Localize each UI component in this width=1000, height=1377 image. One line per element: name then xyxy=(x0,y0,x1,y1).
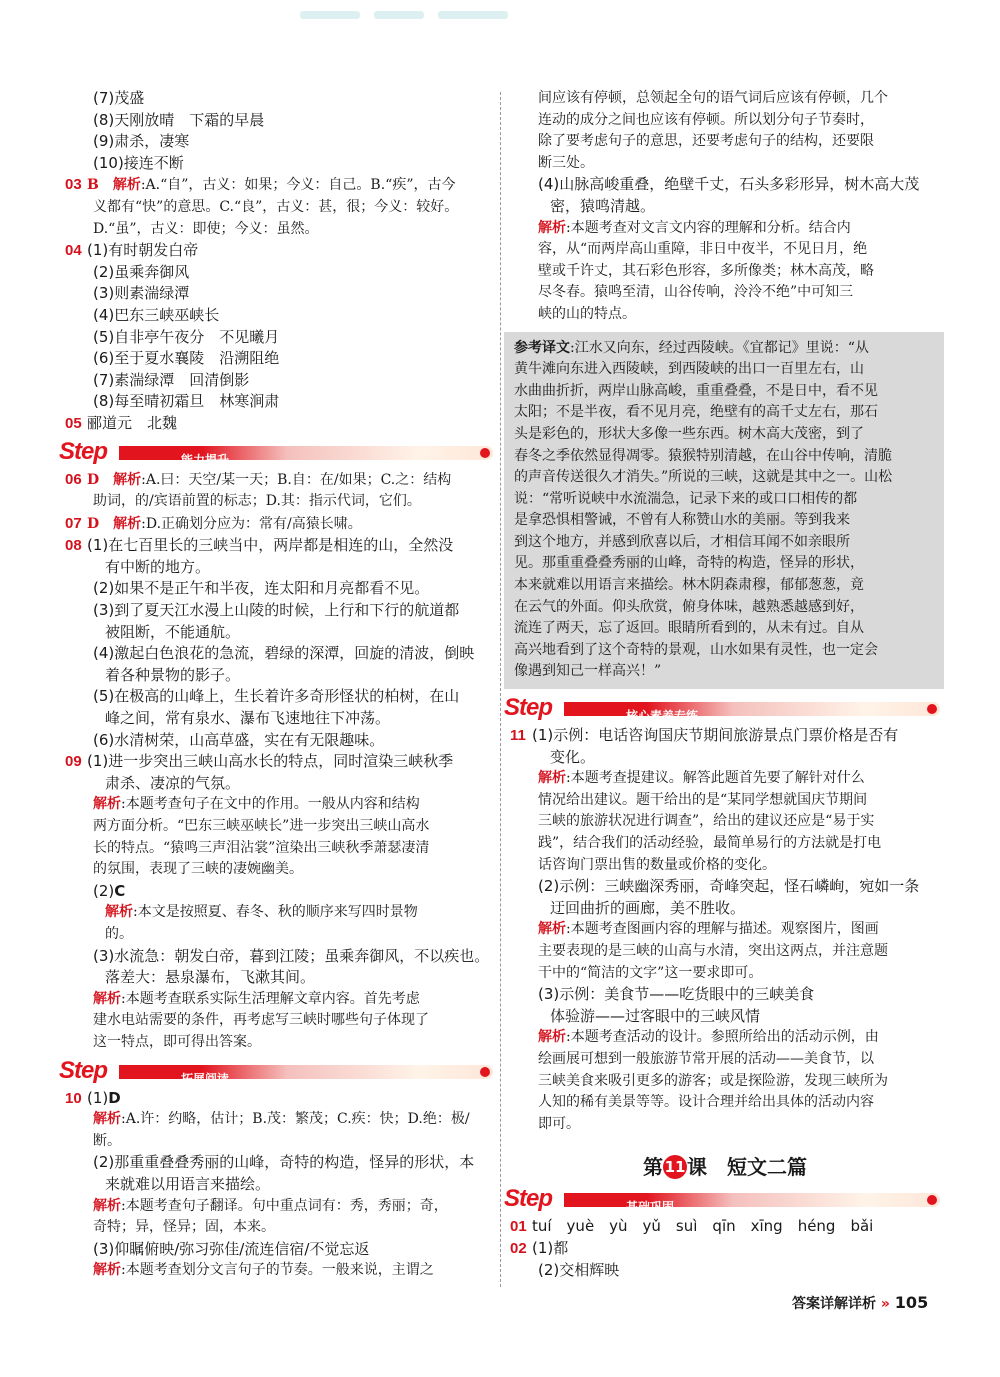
analysis-text: 间应该有停顿，总领起全句的语气词后应该有停顿，几个 xyxy=(538,90,888,106)
answer-line: (4)巴东三峡巫峡长 xyxy=(93,305,220,324)
q08-row xyxy=(65,535,493,557)
answer-line: (10)接连不断 xyxy=(93,153,184,172)
analysis-text: :本题考查活动的设计。参照所给出的活动示例，由 xyxy=(566,1029,879,1046)
answer-line: (6)水清树荣，山高草盛，实在有无限趣味。 xyxy=(93,730,385,749)
analysis-label: 解析 xyxy=(538,1029,566,1046)
lesson-number: 11 xyxy=(663,1155,687,1179)
question-number: 06 xyxy=(65,470,82,488)
step-bar xyxy=(119,1065,493,1086)
question-number: 03 xyxy=(65,176,82,194)
analysis-text: :本题考查划分文言句子的节奏。一般来说，主谓之 xyxy=(121,1262,434,1279)
q05-row xyxy=(65,413,493,435)
analysis-row xyxy=(65,902,493,924)
analysis-label: 解析 xyxy=(538,921,566,938)
analysis-text: 两方面分析。“巴东三峡巫峡长”进一步突出三峡山高水 xyxy=(93,818,430,834)
answer-line: (1)示例：电话咨询国庆节期间旅游景点门票价格是否有 xyxy=(532,726,899,745)
answer-line: (2)那重重叠叠秀丽的山峰，奇特的构造，怪异的形状，本 xyxy=(93,1153,475,1172)
step-title: 能力提升 xyxy=(181,452,230,467)
analysis-text: 这一特点，即可得出答案。 xyxy=(93,1033,261,1050)
analysis-text: 除了要考虑句子的意思，还要考虑句子的结构，还要限 xyxy=(538,133,874,150)
answer-line: (3)则素湍绿潭 xyxy=(93,284,190,303)
dot-icon xyxy=(480,1067,490,1077)
step-banner-ability xyxy=(59,439,493,465)
choice-answer: D xyxy=(87,515,100,532)
question-number: 02 xyxy=(510,1239,527,1257)
analysis-text: 长的特点。“猿鸣三声泪沾裳”渲染出三峡秋季萧瑟凄清 xyxy=(93,839,430,856)
analysis-text: D.“虽”，古义：即使；今义：虽然。 xyxy=(93,220,319,237)
q04-row xyxy=(65,240,493,262)
analysis-text: :D.正确划分应为：常有/高猿长啸。 xyxy=(141,515,362,532)
question-number: 11 xyxy=(510,727,526,745)
page-number: 105 xyxy=(894,1293,929,1312)
analysis-row xyxy=(510,218,940,240)
answer-line: (3)水流急：朝发白帝，暮到江陵；虽乘奔御风，不以疾也。 xyxy=(93,946,490,965)
translation-text: 太阳；不是半夜，看不见月亮，绝壁有的高千丈左右，那石 xyxy=(514,404,878,421)
lesson-title xyxy=(510,1151,940,1180)
answer-line: (2)交相辉映 xyxy=(538,1260,620,1279)
answer-line: 来就难以用语言来描绘。 xyxy=(105,1174,271,1193)
analysis-row xyxy=(510,1027,940,1049)
analysis-text: :A.曰：天空/某一天；B.自：在/如果；C.之：结构 xyxy=(141,471,452,488)
answer-line: (3)仰瞩俯映/弥习弥佳/流连信宿/不觉忘返 xyxy=(93,1239,370,1258)
answer-line: 被阻断，不能通航。 xyxy=(105,622,241,641)
translation-text: 春冬之季依然显得凋零。猿猴特别清越，在山谷中传响，清脆 xyxy=(514,447,892,464)
choice-answer: D xyxy=(108,1088,121,1107)
translation-panel xyxy=(504,332,944,690)
answer-line: (1)在七百里长的三峡当中，两岸都是相连的山，全然没 xyxy=(87,536,454,555)
analysis-label: 解析 xyxy=(93,1111,121,1128)
answer-line: (1)都 xyxy=(532,1238,569,1257)
translation-text: 头是彩色的，形状大多像一些东西。树木高大茂密，到了 xyxy=(514,425,864,442)
dot-icon xyxy=(927,704,937,714)
answer-line: (6)至于夏水襄陵 沿溯阻绝 xyxy=(93,349,280,368)
analysis-row xyxy=(65,1196,493,1218)
analysis-row xyxy=(65,1109,493,1131)
translation-text: 是拿恐惧相警诫，不曾有人称赞山水的美丽。等到我来 xyxy=(514,512,850,529)
analysis-text: 断。 xyxy=(93,1132,121,1149)
answer-line: (2)如果不是正午和半夜，连太阳和月亮都看不见。 xyxy=(93,579,430,598)
column-divider xyxy=(500,92,501,1287)
answer-line: 变化。 xyxy=(550,747,596,766)
translation-text: 流连了两天，忘了返回。眼睛所看到的，从未有过。自从 xyxy=(514,620,864,637)
analysis-text: 连动的成分之间也应该有停顿。所以划分句子节奏时， xyxy=(538,111,874,128)
step-bar xyxy=(564,702,940,724)
analysis-label: 解析 xyxy=(93,1197,121,1214)
analysis-label: 解析 xyxy=(112,177,141,194)
answer-line: (1)有时朝发白帝 xyxy=(87,241,199,260)
analysis-text: :本题考查句子在文中的作用。一般从内容和结构 xyxy=(121,796,420,813)
answer-line: (3)示例：美食节——吃货眼中的三峡美食 xyxy=(538,985,815,1004)
answer-line: 着各种景物的影子。 xyxy=(105,665,241,684)
answer-line: (8)天刚放晴 下霜的早晨 xyxy=(93,110,265,129)
analysis-text: 的氛围，表现了三峡的凄婉幽美。 xyxy=(93,861,303,878)
q09-row xyxy=(65,751,493,773)
answer-line: (3)到了夏天江水漫上山陵的时候，上行和下行的航道都 xyxy=(93,601,460,620)
translation-text: 到这个地方，并感到欣喜以后，才相信耳闻不如亲眼所 xyxy=(514,533,850,550)
analysis-text: 话咨询门票出售的数量或价格的变化。 xyxy=(538,856,776,873)
question-number: 01 xyxy=(510,1218,527,1236)
analysis-text: 建水电站需要的条件，再考虑写三峡时哪些句子体现了 xyxy=(93,1012,429,1029)
analysis-text: 壁或千许丈，其石彩色形容，多所像类；林木高茂，略 xyxy=(538,262,874,279)
translation-text: 说：“常听说峡中水流湍急，记录下来的或口口相传的都 xyxy=(514,490,858,507)
question-number: 10 xyxy=(65,1089,82,1107)
answer-line xyxy=(65,881,493,903)
choice-answer: C xyxy=(114,881,126,900)
choice-answer: D xyxy=(87,471,100,488)
lesson-prefix: 第 xyxy=(643,1155,663,1180)
analysis-text: 情况给出建议。题干给出的是“某同学想就国庆节期间 xyxy=(538,791,868,808)
right-column xyxy=(504,88,940,1281)
analysis-text: :本题考查对文言文内容的理解和分析。结合内 xyxy=(566,219,851,236)
lesson-name: 课 短文二篇 xyxy=(687,1155,807,1180)
answer-line: (4)激起白色浪花的急流，碧绿的深潭，回旋的清波，倒映 xyxy=(93,644,475,663)
step-label: Step xyxy=(504,694,553,722)
left-column xyxy=(59,88,493,1282)
footer-label: 答案详解详析 xyxy=(792,1296,876,1312)
q03-row xyxy=(65,174,493,197)
analysis-label: 解析 xyxy=(113,515,142,532)
translation-text: 像遇到知己一样高兴！” xyxy=(514,663,662,680)
answer-line: 郦道元 北魏 xyxy=(87,413,178,432)
translation-text: 在云气的外面。仰头欣赏，俯身体味，越熟悉越感到好， xyxy=(514,598,864,615)
analysis-row xyxy=(65,989,493,1011)
translation-text: 高兴地看到了这个奇特的景观，山水如果有灵性，也一定会 xyxy=(514,641,878,658)
answer-line: 密，猿鸣清越。 xyxy=(550,196,656,215)
analysis-text: 三峡的旅游状况进行调查”，给出的建议还应是“易于实 xyxy=(538,813,875,830)
question-number: 07 xyxy=(65,514,82,532)
analysis-row xyxy=(510,768,940,790)
step-title: 核心素养专练 xyxy=(626,709,699,724)
q06-row xyxy=(65,469,493,492)
question-number: 09 xyxy=(65,753,82,771)
translation-text: 本来就难以用语言来描绘。林木阴森肃穆，郁郁葱葱，竟 xyxy=(514,577,864,594)
analysis-row xyxy=(510,919,940,941)
analysis-text: :A.“自”，古义：如果；今义：自己。B.“疾”，古今 xyxy=(140,177,456,194)
step-bar xyxy=(564,1193,940,1215)
analysis-text: 尽冬春。猿鸣至清，山谷传响，泠泠不绝”中可知三 xyxy=(538,284,854,301)
analysis-text: 践”，结合我们的活动经验，最简单易行的方法就是打电 xyxy=(538,835,882,851)
analysis-label: 解析 xyxy=(93,796,121,813)
answer-line: (7)茂盛 xyxy=(93,89,145,107)
step-title: 基础巩固 xyxy=(626,1200,675,1215)
choice-answer: B xyxy=(87,177,99,194)
answer-line: 迂回曲折的画廊，美不胜收。 xyxy=(550,898,746,917)
translation-row xyxy=(514,338,934,360)
analysis-text: 断三处。 xyxy=(538,154,594,171)
analysis-label: 解析 xyxy=(113,471,142,488)
analysis-label: 解析 xyxy=(93,990,121,1007)
step-label: Step xyxy=(504,1185,553,1213)
analysis-text: 助词，的/宾语前置的标志；D.其：指示代词，它们。 xyxy=(93,493,421,510)
translation-text: :江水又向东，经过西陵峡。《宜都记》里说：“从 xyxy=(570,339,869,356)
page-footer xyxy=(792,1293,928,1313)
analysis-text: :本题考查联系实际生活理解文章内容。首先考虑 xyxy=(121,990,420,1007)
answer-line: 体验游——过客眼中的三峡风情 xyxy=(550,1006,761,1025)
analysis-row xyxy=(65,794,493,816)
answer-line: (4)山脉高峻重叠，绝壁千丈，石头多彩形异，树木高大茂 xyxy=(538,175,920,194)
analysis-text: 三峡美食来吸引更多的游客；或是探险游，发现三峡所为 xyxy=(538,1072,888,1089)
answer-line: 落差大：悬泉瀑布，飞漱其间。 xyxy=(105,968,316,987)
analysis-text: 的。 xyxy=(105,925,133,942)
analysis-text: 义都有“快”的意思。C.“良”，古义：甚，很；今义：较好。 xyxy=(93,198,459,215)
pinyin-answer: tuí yuè yù yǔ suì qīn xīng héng bǎi xyxy=(532,1217,874,1236)
question-number: 04 xyxy=(65,242,82,260)
analysis-label: 解析 xyxy=(105,904,133,921)
dot-icon xyxy=(927,1195,937,1205)
answer-line: (5)自非亭午夜分 不见曦月 xyxy=(93,327,280,346)
step-bar xyxy=(119,446,493,467)
q01-row xyxy=(510,1216,940,1238)
translation-text: 黄牛滩向东进入西陵峡，到西陵峡的出口一百里左右，山 xyxy=(514,361,864,378)
analysis-text: :A.许：约略，估计；B.茂：繁茂；C.疾：快；D.绝：极/ xyxy=(121,1111,470,1128)
answer-line: (8)每至晴初霜旦 林寒涧肃 xyxy=(93,392,280,411)
step-banner-basic xyxy=(504,1185,940,1215)
analysis-label: 解析 xyxy=(538,219,566,236)
answer-line: (9)肃杀，凄寒 xyxy=(93,132,190,151)
step-label: Step xyxy=(59,1056,108,1084)
step-title: 拓展阅读 xyxy=(181,1071,230,1086)
answer-line: (2)虽乘奔御风 xyxy=(93,262,190,281)
step-banner-reading xyxy=(59,1058,493,1084)
analysis-text: 主要表现的是三峡的山高与水清，突出这两点，并注意题 xyxy=(538,942,888,959)
analysis-text: 即可。 xyxy=(538,1115,580,1132)
translation-label: 参考译文 xyxy=(514,339,570,356)
part-number: (1) xyxy=(87,1088,109,1107)
q02-row xyxy=(510,1238,940,1260)
q07-row xyxy=(65,513,493,536)
q11-row xyxy=(510,725,940,747)
top-decoration xyxy=(300,4,600,18)
answer-line: 有中断的地方。 xyxy=(105,557,211,576)
analysis-row xyxy=(65,1260,493,1282)
analysis-text: 人知的稀有美景等等。设计合理并给出具体的活动内容 xyxy=(538,1094,874,1111)
analysis-label: 解析 xyxy=(538,770,566,787)
question-number: 08 xyxy=(65,537,82,555)
answer-line: 峰之间，常有泉水、瀑布飞速地往下冲荡。 xyxy=(105,709,391,728)
arrow-icon: » xyxy=(880,1296,890,1312)
analysis-text: 容，从“而两岸高山重障，非日中夜半，不见日月，绝 xyxy=(538,241,868,258)
analysis-text: 干中的“简洁的文字”这一要求即可。 xyxy=(538,964,763,981)
analysis-text: :本文是按照夏、春冬、秋的顺序来写四时景物 xyxy=(133,904,418,921)
analysis-text: 绘画展可想到一般旅游节常开展的活动——美食节，以 xyxy=(538,1050,874,1067)
answer-line: (7)素湍绿潭 回清倒影 xyxy=(93,370,250,389)
question-number: 05 xyxy=(65,414,82,432)
answer-line: (1)进一步突出三峡山高水长的特点，同时渲染三峡秋季 xyxy=(87,752,454,771)
translation-text: 见。那重重叠叠秀丽的山峰，奇特的构造，怪异的形状， xyxy=(514,555,864,572)
analysis-text: 峡的山的特点。 xyxy=(538,305,636,322)
step-label: Step xyxy=(59,437,108,465)
step-banner-core xyxy=(504,694,940,724)
answer-line: (2)示例：三峡幽深秀丽，奇峰突起，怪石嶙峋，宛如一条 xyxy=(538,877,920,896)
analysis-text: :本题考查提建议。解答此题首先要了解针对什么 xyxy=(566,770,865,787)
analysis-text: 奇特；异，怪异；固，本来。 xyxy=(93,1219,275,1236)
analysis-label: 解析 xyxy=(93,1262,121,1279)
translation-text: 的声音传送很久才消失。”所说的三峡，这就是其中之一。山松 xyxy=(514,469,893,486)
analysis-text: :本题考查图画内容的理解与描述。观察图片，图画 xyxy=(566,921,879,938)
part-number: (2) xyxy=(93,881,115,900)
dot-icon xyxy=(480,448,490,458)
translation-text: 水曲曲折折，两岸山脉高峻，重重叠叠，不是日中，看不见 xyxy=(514,382,878,399)
answer-line: (5)在极高的山峰上，生长着许多奇形怪状的柏树，在山 xyxy=(93,687,460,706)
answer-line: 肃杀、凄凉的气氛。 xyxy=(105,773,241,792)
q10-row xyxy=(65,1088,493,1110)
analysis-text: :本题考查句子翻译。句中重点词有：秀，秀丽；奇， xyxy=(121,1197,448,1214)
